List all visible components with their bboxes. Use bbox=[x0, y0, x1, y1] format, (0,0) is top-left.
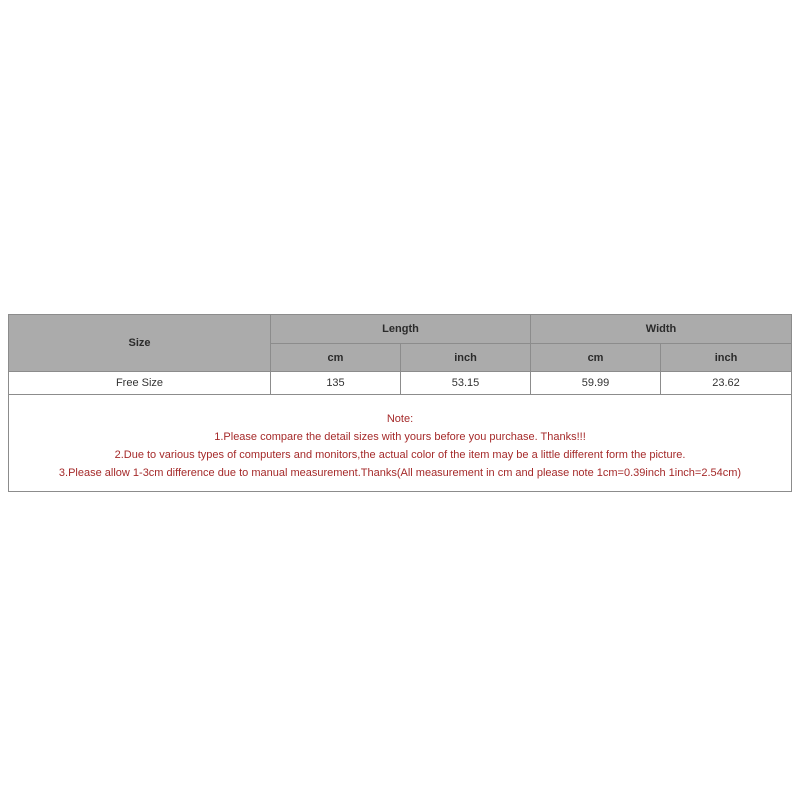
note-line-1: 1.Please compare the detail sizes with yours before you purchase. Thanks!!! bbox=[214, 431, 586, 443]
table-row bbox=[9, 372, 792, 395]
header-row-groups bbox=[9, 315, 792, 344]
cell-size: Free Size bbox=[9, 372, 271, 395]
notes-row bbox=[9, 395, 792, 492]
header-width-cm: cm bbox=[531, 344, 661, 372]
header-length-cm: cm bbox=[271, 344, 401, 372]
cell-length-inch: 53.15 bbox=[401, 372, 531, 395]
cell-length-cm: 135 bbox=[271, 372, 401, 395]
header-length: Length bbox=[271, 315, 531, 344]
notes-cell bbox=[9, 395, 792, 492]
cell-width-cm: 59.99 bbox=[531, 372, 661, 395]
note-title: Note: bbox=[386, 413, 414, 425]
header-width: Width bbox=[531, 315, 792, 344]
note-line-2: 2.Due to various types of computers and monitors,the actual color of the item may be a little different form the picture. bbox=[114, 449, 686, 461]
header-length-inch: inch bbox=[401, 344, 531, 372]
size-chart-table bbox=[8, 314, 792, 492]
header-width-inch: inch bbox=[661, 344, 792, 372]
note-line-3: 3.Please allow 1-3cm difference due to manual measurement.Thanks(All measurement in cm and please note 1cm=0.39inch 1inch=2.54cm) bbox=[58, 467, 742, 479]
cell-width-inch: 23.62 bbox=[661, 372, 792, 395]
header-size: Size bbox=[9, 315, 271, 372]
